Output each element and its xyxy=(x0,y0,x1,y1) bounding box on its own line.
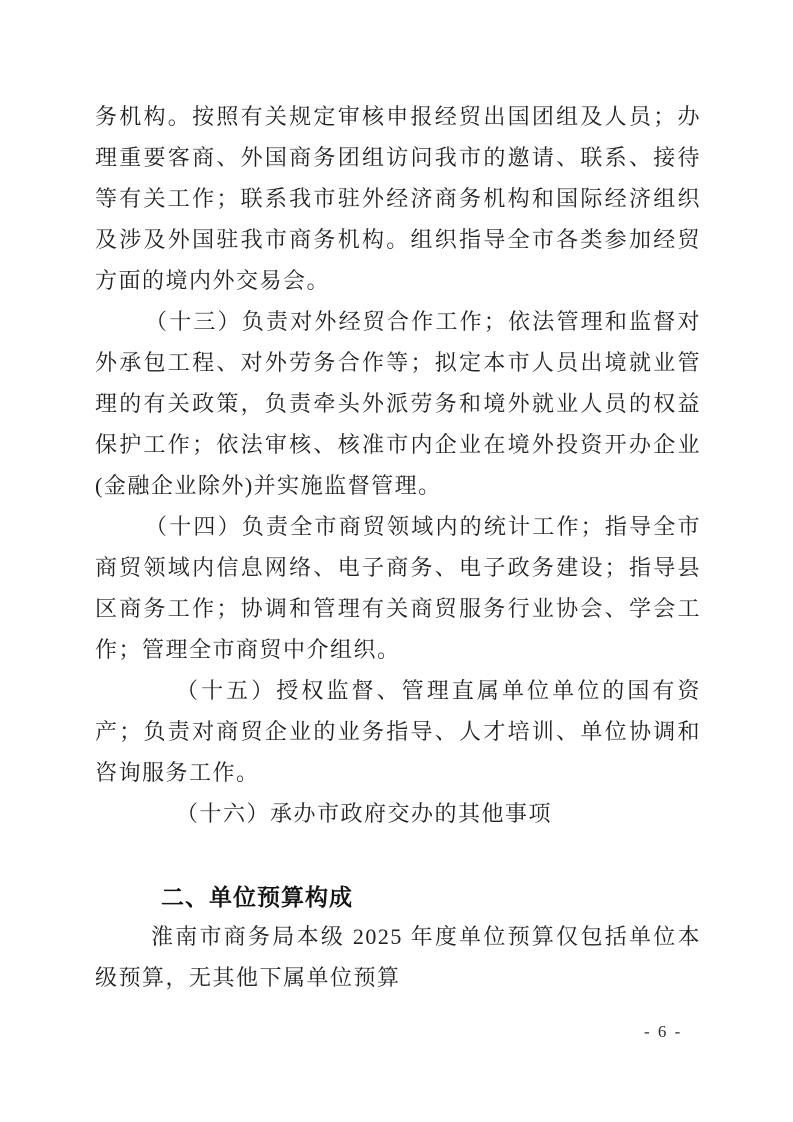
paragraph-item-14: （十四）负责全市商贸领域内的统计工作；指导全市商贸领域内信息网络、电子商务、电子政务建设；指导县区商务工作；协调和管理有关商贸服务行业协会、学会工作；管理全市商贸中介组织。 xyxy=(95,514,701,662)
paragraph-item-15: （十五）授权监督、管理直属单位单位的国有资产；负责对商贸企业的业务指导、人才培训、单位协调和咨询服务工作。 xyxy=(95,678,701,785)
page-content xyxy=(95,96,701,998)
paragraph-item-13: （十三）负责对外经贸合作工作；依法管理和监督对外承包工程、对外劳务合作等；拟定本市人员出境就业管理的有关政策，负责牵头外派劳务和境外就业人员的权益保护工作；依法审核、核准市内企业在境外投资开办企业(金融企业除外)并实施监督管理。 xyxy=(95,309,701,498)
paragraph-item-16: （十六）承办市政府交办的其他事项 xyxy=(176,801,553,826)
paragraph-continuation: 务机构。按照有关规定审核申报经贸出国团组及人员；办理重要客商、外国商务团组访问我市的邀请、联系、接待等有关工作；联系我市驻外经济商务机构和国际经济组织及涉及外国驻我市商务机构。组织指导全市各类参加经贸方面的境内外交易会。 xyxy=(95,104,701,293)
page-number: - 6 - xyxy=(644,1022,683,1041)
paragraph-budget-scope: 淮南市商务局本级 2025 年度单位预算仅包括单位本级预算，无其他下属单位预算 xyxy=(95,924,701,990)
section-heading-budget-composition: 二、单位预算构成 xyxy=(161,884,353,910)
